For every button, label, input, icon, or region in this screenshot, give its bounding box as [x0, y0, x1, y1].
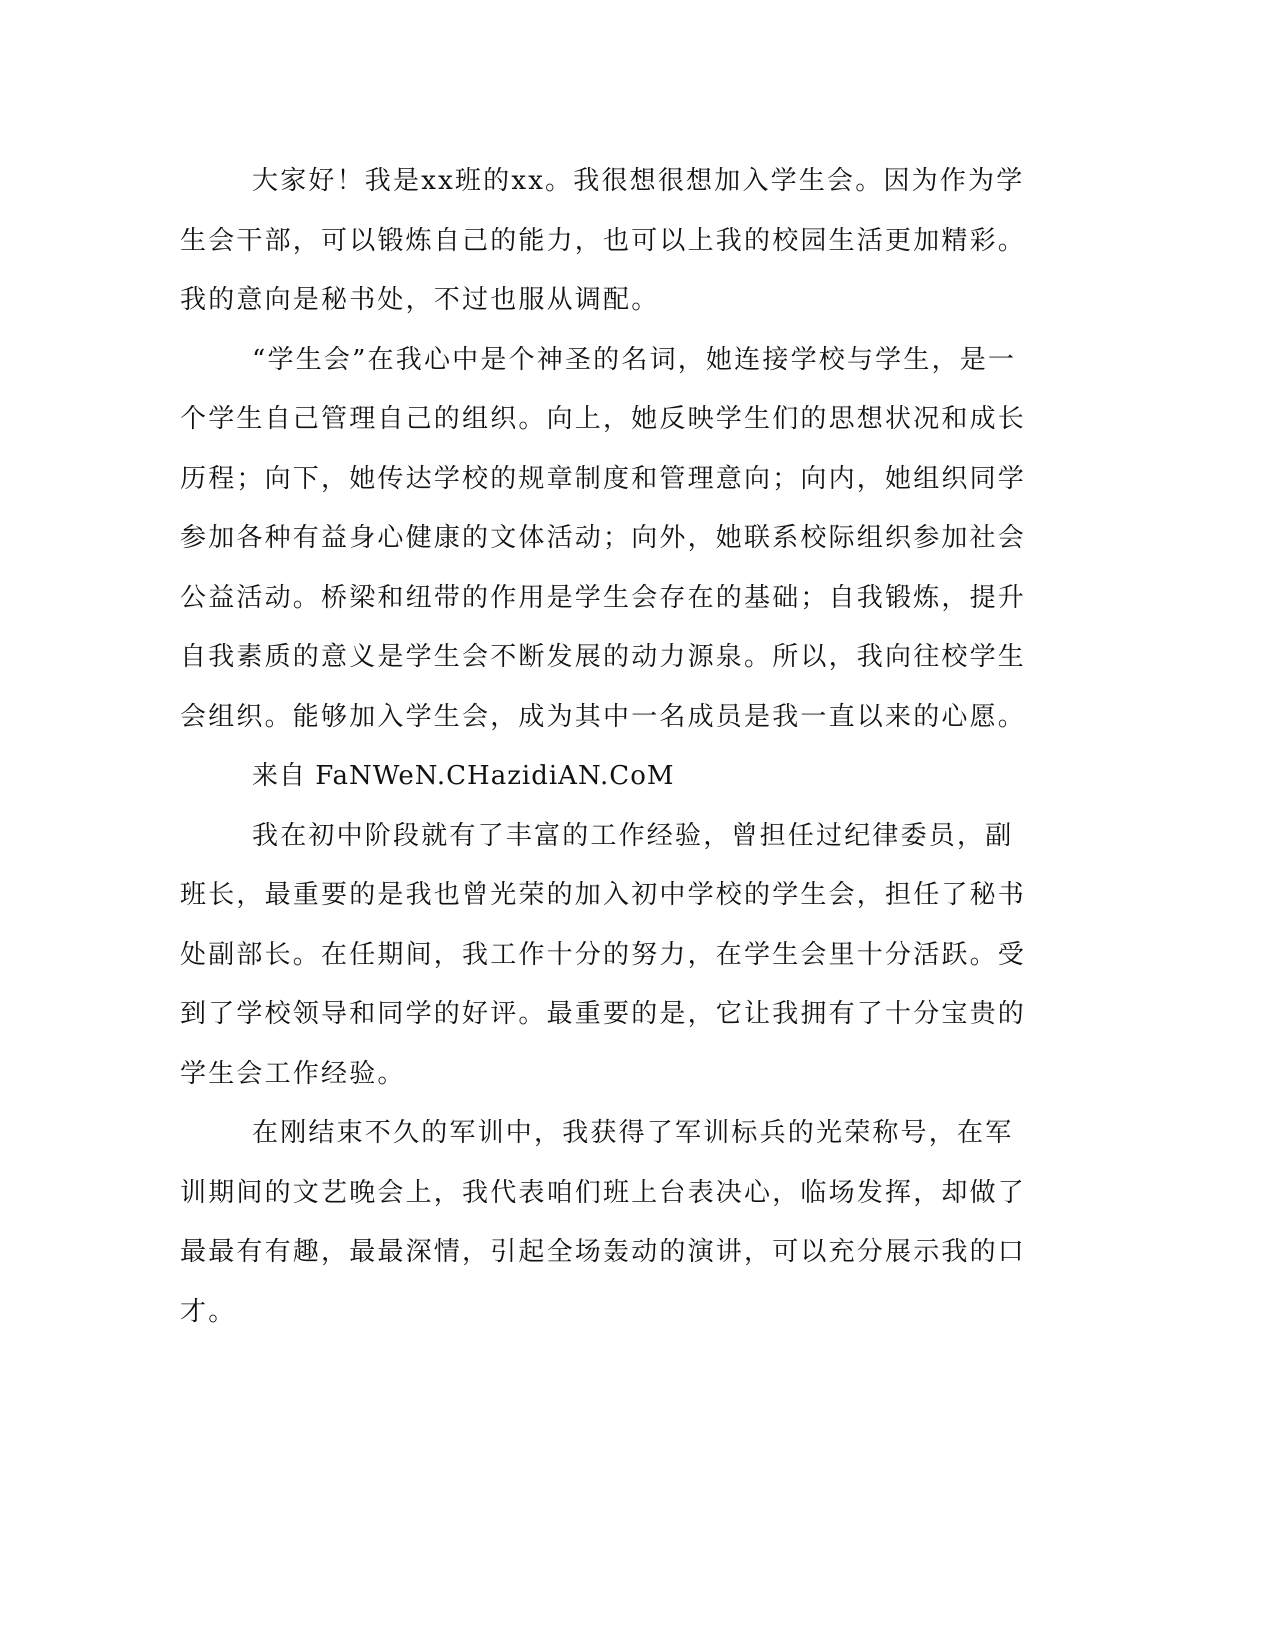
paragraph-military-training: 在刚结束不久的军训中，我获得了军训标兵的光荣称号，在军训期间的文艺晚会上，我代表咱们班上台表决心，临场发挥，却做了最最有有趣，最最深情，引起全场轰动的演讲，可以充分展示我的口才。 [180, 1118, 1027, 1327]
document-body [180, 152, 1030, 1342]
paragraph-intro: 大家好！我是xx班的xx。我很想很想加入学生会。因为作为学生会干部，可以锻炼自己的能力，也可以上我的校园生活更加精彩。我的意向是秘书处，不过也服从调配。 [180, 166, 1027, 315]
paragraph-student-union: “学生会”在我心中是个神圣的名词，她连接学校与学生，是一个学生自己管理自己的组织。向上，她反映学生们的思想状况和成长历程；向下，她传达学校的规章制度和管理意向；向内，她组织同学参加各种有益身心健康的文体活动；向外，她联系校际组织参加社会公益活动。桥梁和纽带的作用是学生会存在的基础；自我锻炼，提升自我素质的意义是学生会不断发展的动力源泉。所以，我向往校学生会组织。能够加入学生会，成为其中一名成员是我一直以来的心愿。 [180, 344, 1027, 732]
paragraph-source: 来自 FaNWeN.CHazidiAN.CoM [252, 761, 675, 791]
paragraph-experience: 我在初中阶段就有了丰富的工作经验，曾担任过纪律委员，副班长，最重要的是我也曾光荣的加入初中学校的学生会，担任了秘书处副部长。在任期间，我工作十分的努力，在学生会里十分活跃。受到了学校领导和同学的好评。最重要的是，它让我拥有了十分宝贵的学生会工作经验。 [180, 820, 1027, 1089]
